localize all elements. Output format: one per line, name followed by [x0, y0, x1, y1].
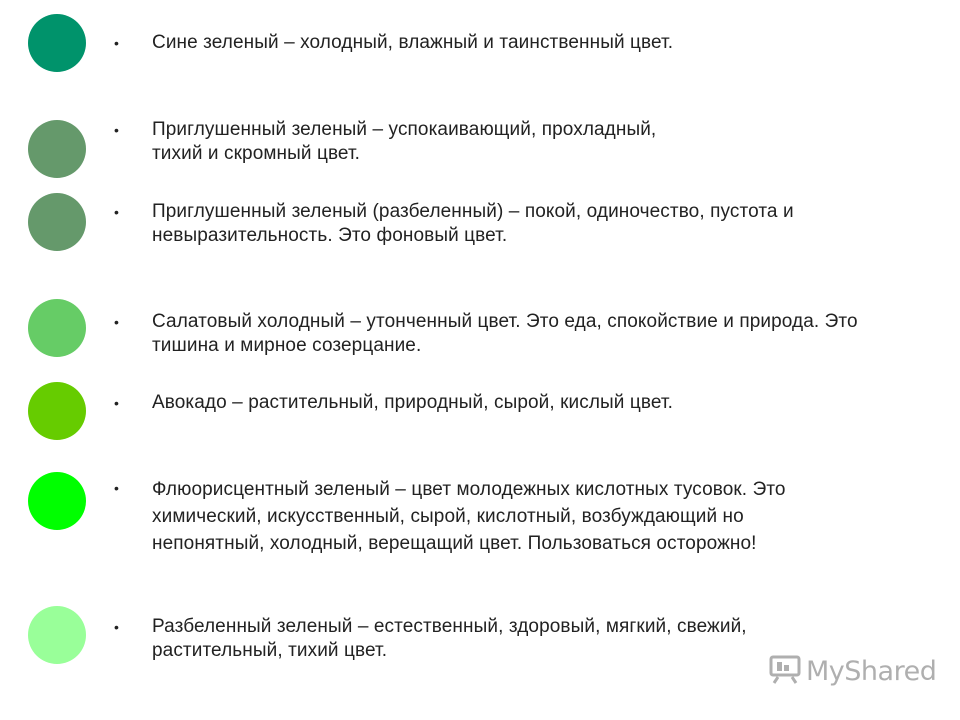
color-swatch-whitened-green	[28, 606, 86, 664]
color-swatch-avocado	[28, 382, 86, 440]
bullet: •	[114, 314, 119, 330]
color-swatch-muted-green	[28, 120, 86, 178]
description-blue-green: Сине зеленый – холодный, влажный и таинственный цвет.	[152, 32, 674, 53]
color-swatch-muted-green-whitened	[28, 193, 86, 251]
description-muted-green: Приглушенный зеленый – успокаивающий, прохладный, тихий и скромный цвет.	[152, 119, 657, 164]
bullet: •	[114, 35, 119, 51]
bullet: •	[114, 480, 119, 496]
presentation-board-icon	[768, 654, 802, 689]
description-avocado: Авокадо – растительный, природный, сырой, кислый цвет.	[152, 392, 673, 413]
description-whitened-green: Разбеленный зеленый – естественный, здоровый, мягкий, свежий, растительный, тихий цвет.	[152, 616, 747, 661]
watermark-text: MyShared	[806, 656, 937, 687]
description-cool-salad: Салатовый холодный – утонченный цвет. Это еда, спокойствие и природа. Это тишина и мирное созерцание.	[152, 311, 858, 356]
color-swatch-blue-green	[28, 14, 86, 72]
bullet: •	[114, 204, 119, 220]
color-swatch-cool-salad	[28, 299, 86, 357]
description-muted-green-whitened: Приглушенный зеленый (разбеленный) – покой, одиночество, пустота и невыразительность. Это фоновый цвет.	[152, 201, 794, 246]
bullet: •	[114, 395, 119, 411]
description-fluorescent-green: Флюорисцентный зеленый – цвет молодежных кислотных тусовок. Это химический, искусственный, сырой, кислотный, возбуждающий но непонятный, холодный, верещащий цвет. Пользоваться осторожно!	[152, 479, 786, 554]
bullet: •	[114, 619, 119, 635]
color-swatch-fluorescent-green	[28, 472, 86, 530]
watermark	[768, 654, 936, 689]
bullet: •	[114, 122, 119, 138]
